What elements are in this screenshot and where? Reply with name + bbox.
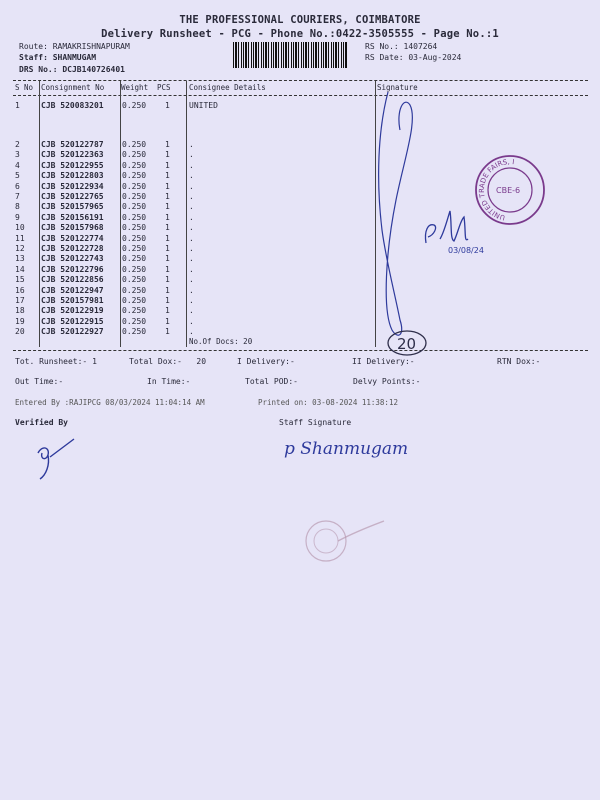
row-pcs: 1: [165, 160, 170, 170]
row-pcs: 1: [165, 264, 170, 274]
ii-delivery: II Delivery:-: [352, 357, 415, 366]
verifier-signature: [30, 435, 80, 485]
col-divider: [186, 81, 187, 347]
row-weight: 0.250: [122, 150, 147, 160]
entered-by: Entered By :RAJIPCG 08/03/2024 11:04:14 AM: [15, 398, 205, 407]
col-divider: [120, 81, 121, 347]
row-consignment-no: CJB 520122728: [41, 244, 104, 253]
row-sno: 18: [15, 306, 25, 316]
row-consignment-no: CJB 520122803: [41, 171, 104, 181]
row-weight: 0.250: [122, 192, 147, 201]
row-consignee-details: .: [189, 223, 194, 233]
out-time: Out Time:-: [15, 377, 64, 386]
row-consignee-details: .: [189, 181, 194, 191]
row-consignment-no: CJB 520122955: [41, 160, 104, 170]
row-weight: 0.250: [122, 244, 147, 253]
row-pcs: 1: [165, 316, 170, 326]
row-pcs: 1: [165, 296, 170, 305]
row-consignment-no: CJB 520083201: [41, 101, 104, 110]
receiver-date: 03/08/24: [448, 246, 484, 255]
row-weight: 0.250: [122, 264, 147, 274]
drs-number-label: DRS No.:: [19, 65, 58, 74]
col-sno: S No: [15, 83, 34, 92]
row-sno: 12: [15, 244, 25, 253]
row-sno: 10: [15, 223, 25, 233]
row-sno: 13: [15, 254, 25, 264]
header-top-rule: [13, 80, 588, 81]
stamp-outer-text: UNITED TRADE FAIRS, INDIA: [477, 157, 515, 222]
row-weight: 0.250: [122, 212, 147, 222]
row-consignment-no: CJB 520122765: [41, 192, 104, 201]
row-consignment-no: CJB 520122796: [41, 264, 104, 274]
staff-signature-handwriting: [280, 428, 410, 468]
row-sno: 7: [15, 192, 20, 201]
row-pcs: 1: [165, 192, 170, 201]
drs-number: [19, 65, 125, 74]
row-sno: 15: [15, 275, 25, 285]
row-pcs: 1: [165, 306, 170, 316]
row-weight: 0.250: [122, 275, 147, 285]
row-sno: 17: [15, 296, 25, 305]
row-consignment-no: CJB 520122915: [41, 316, 104, 326]
col-consignee-details: Consignee Details: [189, 83, 266, 92]
row-sno: 9: [15, 212, 20, 222]
row-consignment-no: CJB 520122787: [41, 140, 104, 149]
row-pcs: 1: [165, 223, 170, 233]
row-pcs: 1: [165, 327, 170, 337]
runsheet-subtitle: Delivery Runsheet - PCG - Phone No.:0422-3505555 - Page No.:1: [101, 28, 499, 40]
row-sno: 11: [15, 233, 25, 243]
row-sno: 8: [15, 202, 20, 212]
row-weight: 0.250: [122, 171, 147, 181]
row-pcs: 1: [165, 101, 170, 110]
row-consignment-no: CJB 520157981: [41, 296, 104, 305]
row-consignee-details: .: [189, 202, 194, 212]
row-weight: 0.250: [122, 223, 147, 233]
row-sno: 3: [15, 150, 20, 160]
row-sno: 5: [15, 171, 20, 181]
table-bottom-rule: [13, 350, 588, 351]
in-time: In Time:-: [147, 377, 191, 386]
row-consignee-details: .: [189, 296, 194, 305]
col-divider: [39, 81, 40, 347]
row-consignee-details: .: [189, 212, 194, 222]
row-weight: 0.250: [122, 306, 147, 316]
rs-number: RS No.: 1407264: [365, 42, 438, 51]
row-consignment-no: CJB 520157965: [41, 202, 104, 212]
row-consignee-details: .: [189, 327, 194, 337]
row-consignee-details: .: [189, 150, 194, 160]
no-of-docs: No.Of Docs: 20: [189, 337, 253, 346]
row-consignee-details: .: [189, 316, 194, 326]
row-consignee-details: .: [189, 244, 194, 253]
i-delivery: I Delivery:-: [237, 357, 295, 366]
row-weight: 0.250: [122, 254, 147, 264]
row-weight: 0.250: [122, 233, 147, 243]
company-stamp: [470, 150, 550, 230]
row-weight: 0.250: [122, 316, 147, 326]
col-weight: Weight: [121, 83, 149, 92]
row-consignment-no: CJB 520157968: [41, 223, 104, 233]
delvy-points: Delvy Points:-: [353, 377, 421, 386]
row-pcs: 1: [165, 285, 170, 295]
col-signature: Signature: [377, 83, 418, 92]
row-consignee-details: .: [189, 192, 194, 201]
row-consignment-no: CJB 520156191: [41, 212, 104, 222]
row-consignee-details: .: [189, 171, 194, 181]
staff-signature-label: Staff Signature: [279, 418, 352, 427]
row-consignment-no: CJB 520122947: [41, 285, 104, 295]
barcode: [233, 42, 348, 68]
row-sno: 2: [15, 140, 20, 149]
row-consignee-details: UNITED: [189, 101, 218, 110]
drs-number-value: DCJB140726401: [62, 65, 125, 74]
verified-by-label: Verified By: [15, 418, 68, 427]
row-consignment-no: CJB 520122927: [41, 327, 104, 337]
row-consignee-details: .: [189, 264, 194, 274]
row-weight: 0.250: [122, 101, 147, 110]
row-weight: 0.250: [122, 160, 147, 170]
row-sno: 1: [15, 101, 20, 110]
rs-date: RS Date: 03-Aug-2024: [365, 53, 462, 62]
row-consignee-details: .: [189, 275, 194, 285]
faint-pcg-stamp: [298, 515, 388, 565]
row-pcs: 1: [165, 233, 170, 243]
printed-on: Printed on: 03-08-2024 11:38:12: [258, 398, 398, 407]
circled-count: 20: [397, 335, 417, 353]
row-weight: 0.250: [122, 296, 147, 305]
row-weight: 0.250: [122, 285, 147, 295]
row-consignment-no: CJB 520122934: [41, 181, 104, 191]
rtn-dox: RTN Dox:-: [497, 357, 541, 366]
row-weight: 0.250: [122, 327, 147, 337]
circled-count-mark: [386, 328, 428, 358]
row-sno: 16: [15, 285, 25, 295]
row-pcs: 1: [165, 254, 170, 264]
staff-label: Staff: SHANMUGAM: [19, 53, 97, 62]
row-consignment-no: CJB 520122363: [41, 150, 104, 160]
row-consignment-no: CJB 520122856: [41, 275, 104, 285]
row-pcs: 1: [165, 212, 170, 222]
row-consignee-details: .: [189, 306, 194, 316]
row-pcs: 1: [165, 244, 170, 253]
col-consignment: Consignment No: [41, 83, 105, 92]
total-dox: Total Dox:- 20: [129, 357, 207, 366]
header-bottom-rule: [13, 95, 588, 96]
row-consignee-details: .: [189, 140, 194, 149]
row-consignee-details: .: [189, 254, 194, 264]
row-sno: 4: [15, 160, 20, 170]
row-weight: 0.250: [122, 181, 147, 191]
row-sno: 19: [15, 316, 25, 326]
row-pcs: 1: [165, 275, 170, 285]
row-consignee-details: .: [189, 285, 194, 295]
row-sno: 6: [15, 181, 20, 191]
row-consignee-details: .: [189, 160, 194, 170]
row-weight: 0.250: [122, 140, 147, 149]
row-consignment-no: CJB 520122774: [41, 233, 104, 243]
row-weight: 0.250: [122, 202, 147, 212]
tot-runsheet: Tot. Runsheet:- 1: [15, 357, 97, 366]
total-pod: Total POD:-: [245, 377, 298, 386]
row-pcs: 1: [165, 171, 170, 181]
col-pcs: PCS: [157, 83, 171, 92]
row-pcs: 1: [165, 181, 170, 191]
row-pcs: 1: [165, 202, 170, 212]
row-consignment-no: CJB 520122743: [41, 254, 104, 264]
company-title: THE PROFESSIONAL COURIERS, COIMBATORE: [179, 14, 421, 26]
row-consignee-details: .: [189, 233, 194, 243]
stamp-inner-text: CBE-6: [496, 186, 521, 195]
staff-signature-name: p Shanmugam: [284, 439, 409, 459]
row-sno: 14: [15, 264, 25, 274]
row-consignment-no: CJB 520122919: [41, 306, 104, 316]
row-pcs: 1: [165, 150, 170, 160]
route-label: Route: RAMAKRISHNAPURAM: [19, 42, 130, 51]
row-sno: 20: [15, 327, 25, 337]
row-pcs: 1: [165, 140, 170, 149]
